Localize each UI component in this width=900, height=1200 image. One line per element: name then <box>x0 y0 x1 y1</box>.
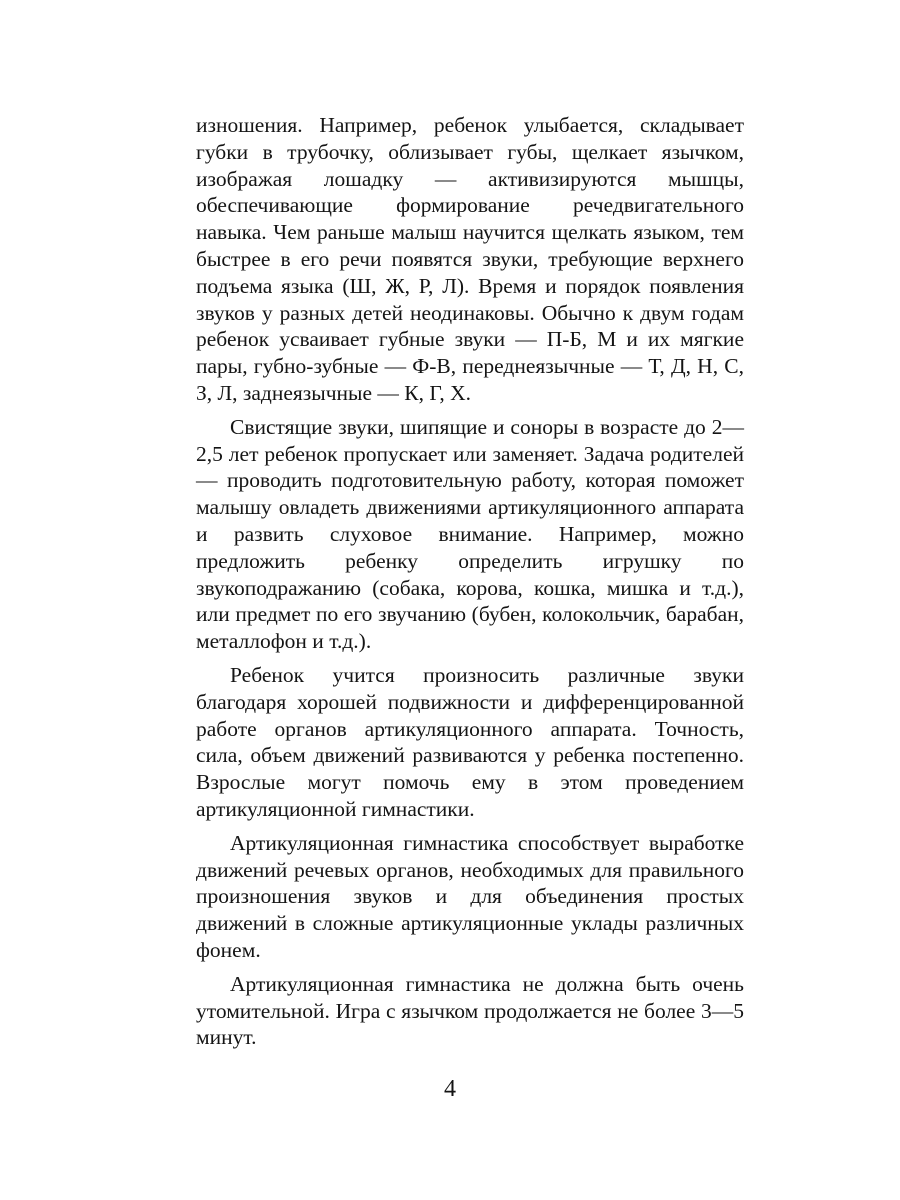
body-text <box>196 112 744 1051</box>
paragraph-2: Свистящие звуки, шипящие и соноры в возрасте до 2—2,5 лет ребенок пропускает или заменяет. Задача родителей — проводить подготовительную работу, которая поможет малышу овладеть движениями артикуляционного аппарата и развить слуховое внимание. Например, можно предложить ребенку определить игрушку по звукоподражанию (собака, корова, кошка, мишка и т.д.), или предмет по его звучанию (бубен, колокольчик, барабан, металлофон и т.д.). <box>196 414 744 654</box>
paragraph-1: изношения. Например, ребенок улыбается, складывает губки в трубочку, облизывает губы, щелкает язычком, изображая лошадку — активизируются мышцы, обеспечивающие формирование речедвигательного навыка. Чем раньше малыш научится щелкать языком, тем быстрее в его речи появятся звуки, требующие верхнего подъема языка (Ш, Ж, Р, Л). Время и порядок появления звуков у разных детей неодинаковы. Обычно к двум годам ребенок усваивает губные звуки — П-Б, М и их мягкие пары, губно-зубные — Ф-В, переднеязычные — Т, Д, Н, С, З, Л, заднеязычные — К, Г, Х. <box>196 113 744 405</box>
paragraph-4: Артикуляционная гимнастика способствует выработке движений речевых органов, необходимых для правильного произношения звуков и для объединения простых движений в сложные артикуляционные уклады различных фонем. <box>196 830 744 962</box>
page-number: 4 <box>444 1076 456 1102</box>
paragraph-5: Артикуляционная гимнастика не должна быть очень утомительной. Игра с язычком продолжается не более 3—5 минут. <box>196 971 744 1050</box>
paragraph-3: Ребенок учится произносить различные звуки благодаря хорошей подвижности и дифференцированной работе органов артикуляционного аппарата. Точность, сила, объем движений развиваются у ребенка постепенно. Взрослые могут помочь ему в этом проведением артикуляционной гимнастики. <box>196 662 744 821</box>
